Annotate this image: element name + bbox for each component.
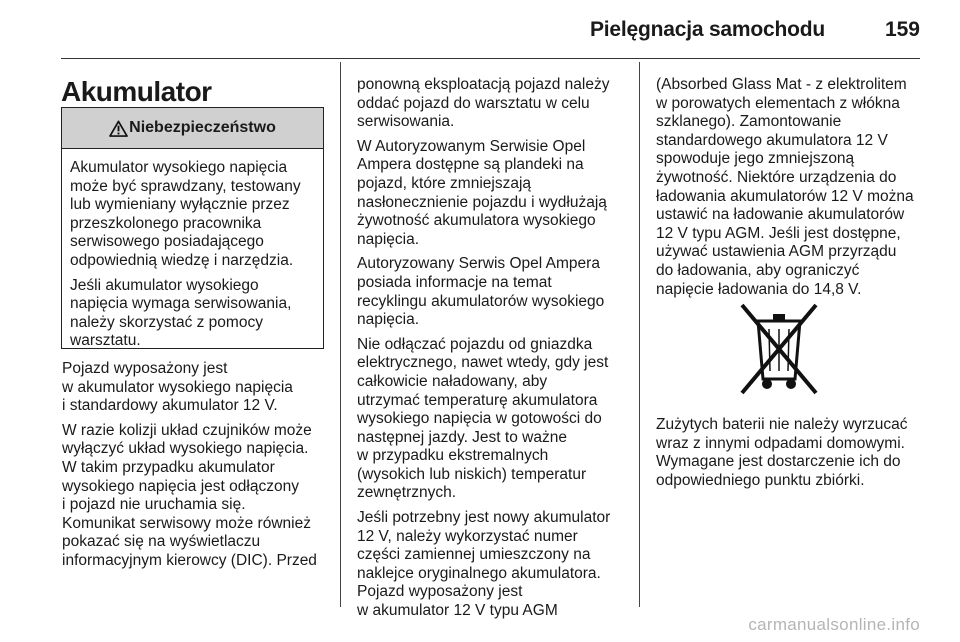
danger-warning-box (61, 107, 324, 349)
paragraph: Nie odłączać pojazdu od gniazdka elektrycznego, nawet wtedy, gdy jest całkowicie naładowany, aby utrzymać temperaturę akumulatora wysokiego napięcia w gotowości do następnej jazdy. Jest to ważne w przypadku ekstremalnych (wysokich lub niskich) temperatur zewnętrznych. (357, 335, 609, 502)
warning-paragraph: Akumulator wysokiego napięcia może być sprawdzany, testowany lub wymieniany wyłącznie przez przeszkolonego pracownika serwisowego posiadającego odpowiednią wiedzę i narzędzia. (70, 159, 301, 269)
section-title: Akumulator (61, 76, 212, 107)
paragraph: ponowną eksploatacją pojazd należy oddać pojazd do warsztatu w celu serwisowania. (357, 76, 610, 131)
column-divider-1 (340, 62, 341, 607)
column-2-text (357, 76, 627, 627)
column-1-text (62, 360, 334, 577)
paragraph: W razie kolizji układ czujników może wyłączyć układ wysokiego napięcia. W takim przypadku akumulator wysokiego napięcia jest odłączony i pojazd nie uruchamia się. Komunikat serwisowy może również pokazać się na wyświetlaczu informacyjnym kierowcy (DIC). Przed (62, 421, 317, 569)
watermark: carmanualsonline.info (748, 615, 920, 634)
header-divider (61, 58, 920, 59)
warning-header (62, 108, 323, 149)
column-3-text (656, 76, 926, 305)
warning-body (62, 149, 323, 351)
paragraph: Autoryzowany Serwis Opel Ampera posiada informacje na temat recyklingu akumulatorów wysokiego napięcia. (357, 255, 605, 329)
paragraph: (Absorbed Glass Mat - z elektrolitem w porowatych elementach z włókna szklanego). Zamontowanie standardowego akumulatora 12 V spowoduje jego zmniejszoną żywotność. Niektóre urządzenia do ładowania akumulatorów 12 V można ustawić na ładowanie akumulatorów 12 V typu AGM. Jeśli jest dostępne, używać ustawienia AGM przyrządu do ładowania, aby ograniczyć napięcie ładowania do 14,8 V. (656, 76, 914, 298)
column-3-text-after-icon (656, 416, 926, 496)
warning-title: Niebezpieczeństwo (129, 119, 276, 136)
crossed-out-bin-icon (736, 299, 822, 399)
column-divider-2 (639, 62, 640, 607)
paragraph: Pojazd wyposażony jest w akumulator wysokiego napięcia i standardowy akumulator 12 V. (62, 360, 293, 415)
page-number: 159 (884, 18, 920, 41)
warning-triangle-icon (109, 120, 128, 137)
paragraph: Jeśli potrzebny jest nowy akumulator 12 V, należy wykorzystać numer części zamiennej umieszczony na naklejce oryginalnego akumulatora. Pojazd wyposażony jest w akumulator 12 V typu AGM (357, 509, 611, 620)
paragraph: Zużytych baterii nie należy wyrzucać wraz z innymi odpadami domowymi. Wymagane jest dostarczenie ich do odpowiedniego punktu zbiórki. (656, 416, 908, 489)
warning-paragraph: Jeśli akumulator wysokiego napięcia wymaga serwisowania, należy skorzystać z pomocy warsztatu. (70, 276, 292, 350)
paragraph: W Autoryzowanym Serwisie Opel Ampera dostępne są plandeki na pojazd, które zmniejszają nasłonecznienie pojazdu i wydłużają żywotność akumulatora wysokiego napięcia. (357, 137, 607, 248)
page-header-title: Pielęgnacja samochodu (589, 18, 825, 41)
